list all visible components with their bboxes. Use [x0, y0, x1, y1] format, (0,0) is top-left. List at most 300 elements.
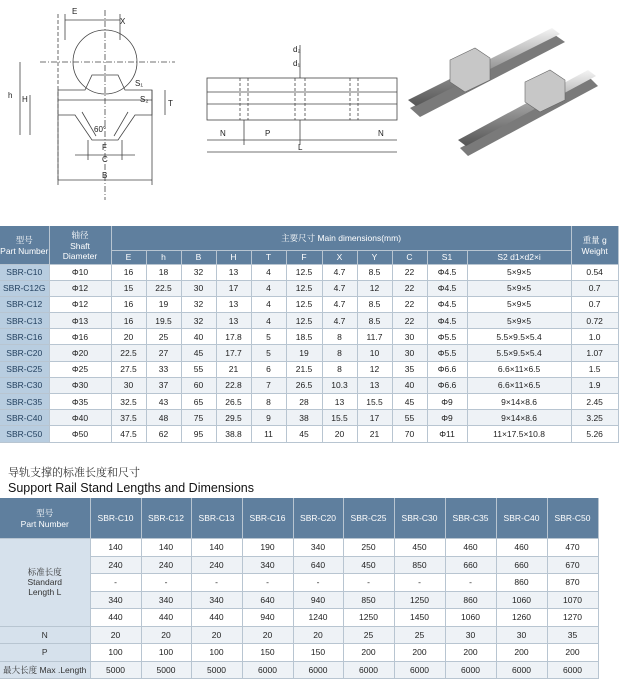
table-cell: 340 — [90, 591, 141, 609]
standard-length-label-en: Length L — [28, 587, 62, 598]
table-cell: 460 — [445, 539, 496, 557]
table-cell: 100 — [191, 644, 242, 662]
table-cell: 19.5 — [146, 313, 181, 329]
table-cell: 19 — [286, 345, 322, 361]
table-cell: 1060 — [445, 609, 496, 627]
table-cell: 18.5 — [286, 329, 322, 345]
table-cell: 240 — [191, 556, 242, 574]
table-cell: 470 — [547, 539, 598, 557]
table-cell: 11.7 — [357, 329, 392, 345]
part-number-cell: SBR-C13 — [0, 313, 49, 329]
table-cell: 17.7 — [216, 345, 251, 361]
table-cell: 340 — [141, 591, 191, 609]
part-header-cn: 型号 — [15, 234, 33, 245]
table-cell: 16 — [111, 313, 146, 329]
part-number-header — [0, 498, 90, 539]
table-cell: 43 — [146, 394, 181, 410]
table-cell: 5×9×5 — [467, 296, 571, 312]
table-cell: 40 — [392, 377, 427, 393]
dimension-column-header: S1 — [427, 250, 467, 264]
part-header-en: Part Number — [20, 519, 69, 529]
main-dimensions-header: 主要尺寸 Main dimensions(mm) — [111, 226, 571, 250]
table-cell: 12.5 — [286, 264, 322, 280]
table-cell: 35 — [392, 361, 427, 377]
table-cell: 26.5 — [286, 377, 322, 393]
table-cell: 8 — [322, 361, 357, 377]
table-cell: 340 — [242, 556, 293, 574]
table-cell: 13 — [357, 377, 392, 393]
table-cell: 60 — [181, 377, 216, 393]
table-cell: 1070 — [547, 591, 598, 609]
table-cell: 6000 — [293, 661, 343, 679]
table-cell: 30 — [496, 626, 547, 644]
table-row — [0, 296, 618, 312]
dimension-column-header: h — [146, 250, 181, 264]
dim-label: H — [22, 95, 28, 104]
table-cell: 5000 — [90, 661, 141, 679]
shaft-header-en: Diameter — [62, 250, 98, 261]
table-cell: 8.5 — [357, 264, 392, 280]
table-cell: 30 — [392, 345, 427, 361]
table-cell: Φ11 — [427, 426, 467, 442]
part-column-header: SBR-C35 — [445, 498, 496, 539]
table-cell: 95 — [181, 426, 216, 442]
table-cell: 240 — [141, 556, 191, 574]
table-cell: 18 — [146, 264, 181, 280]
table-cell: 340 — [191, 591, 242, 609]
table-cell: 5000 — [191, 661, 242, 679]
table-cell: 2.45 — [571, 394, 618, 410]
dim-label: d₁ — [293, 59, 301, 68]
table-cell: 450 — [394, 539, 445, 557]
part-number-cell: SBR-C50 — [0, 426, 49, 442]
table-cell: 940 — [242, 609, 293, 627]
section-title-en: Support Rail Stand Lengths and Dimensions — [8, 481, 254, 495]
table-cell: 13 — [216, 296, 251, 312]
table-cell: 860 — [496, 574, 547, 592]
table-row — [0, 539, 598, 557]
table-row — [0, 644, 598, 662]
table-row — [0, 591, 598, 609]
table-cell: 1060 — [496, 591, 547, 609]
table-cell: 200 — [445, 644, 496, 662]
table-cell: 33 — [146, 361, 181, 377]
table-cell: 65 — [181, 394, 216, 410]
table-row — [0, 280, 618, 296]
part-column-header: SBR-C20 — [293, 498, 343, 539]
part-column-header: SBR-C30 — [394, 498, 445, 539]
table-cell: 0.54 — [571, 264, 618, 280]
table-cell: 0.7 — [571, 280, 618, 296]
table-cell: Φ13 — [49, 313, 111, 329]
table-cell: 22.5 — [146, 280, 181, 296]
table-cell: 340 — [293, 539, 343, 557]
table-cell: Φ35 — [49, 394, 111, 410]
dim-label: N — [220, 129, 226, 138]
table-cell: 440 — [191, 609, 242, 627]
part-number-cell: SBR-C16 — [0, 329, 49, 345]
table-cell: 37.5 — [111, 410, 146, 426]
table-cell: 250 — [343, 539, 394, 557]
dim-label: S₂ — [140, 95, 149, 104]
table-cell: 22.8 — [216, 377, 251, 393]
table-cell: 35 — [547, 626, 598, 644]
table-cell: 17.8 — [216, 329, 251, 345]
table-cell: 4.7 — [322, 264, 357, 280]
table-row — [0, 426, 618, 442]
dim-label: S₁ — [135, 79, 144, 88]
table-cell: 26.5 — [216, 394, 251, 410]
table-cell: 12.5 — [286, 280, 322, 296]
table-cell: 660 — [445, 556, 496, 574]
table-cell: 450 — [343, 556, 394, 574]
table-cell: 150 — [293, 644, 343, 662]
table-cell: Φ16 — [49, 329, 111, 345]
table-cell: 4.7 — [322, 296, 357, 312]
table-row — [0, 626, 598, 644]
table-cell: 1260 — [496, 609, 547, 627]
table-cell: 29.5 — [216, 410, 251, 426]
part-number-cell: SBR-C12 — [0, 296, 49, 312]
table-cell: 10 — [357, 345, 392, 361]
table-cell: 5000 — [141, 661, 191, 679]
table-cell: 640 — [242, 591, 293, 609]
dim-label: h — [8, 91, 13, 100]
shaft-header-cn: 轴径 — [71, 229, 89, 240]
table-cell: 40 — [181, 329, 216, 345]
table-cell: 20 — [293, 626, 343, 644]
weight-header — [571, 226, 618, 264]
part-number-cell: SBR-C40 — [0, 410, 49, 426]
dimension-column-header: X — [322, 250, 357, 264]
table-cell: 5 — [251, 329, 286, 345]
table-cell: 16 — [111, 296, 146, 312]
table-cell: 8.5 — [357, 296, 392, 312]
table-cell: 660 — [496, 556, 547, 574]
part-number-cell: SBR-C30 — [0, 377, 49, 393]
table-cell: - — [191, 574, 242, 592]
table-cell: 140 — [191, 539, 242, 557]
table-cell: 100 — [141, 644, 191, 662]
table-cell: 5 — [251, 345, 286, 361]
table-cell: 22 — [392, 296, 427, 312]
table-row — [0, 345, 618, 361]
table-cell: 20 — [322, 426, 357, 442]
table-cell: 45 — [392, 394, 427, 410]
table-cell: 30 — [445, 626, 496, 644]
table-cell: 37 — [146, 377, 181, 393]
table-cell: 30 — [392, 329, 427, 345]
table-cell: 32.5 — [111, 394, 146, 410]
part-number-cell: SBR-C35 — [0, 394, 49, 410]
p-row-label: P — [0, 644, 90, 662]
table-cell: 15 — [111, 280, 146, 296]
table-row — [0, 661, 598, 679]
part-column-header: SBR-C12 — [141, 498, 191, 539]
table-cell: 25 — [343, 626, 394, 644]
table-row — [0, 410, 618, 426]
dim-label: L — [298, 143, 303, 152]
table-cell: 22.5 — [111, 345, 146, 361]
table-cell: 4 — [251, 264, 286, 280]
table-cell: 19 — [146, 296, 181, 312]
table-cell: 200 — [394, 644, 445, 662]
dim-label: T — [168, 99, 173, 108]
table-cell: 47.5 — [111, 426, 146, 442]
table-cell: 940 — [293, 591, 343, 609]
table-cell: 200 — [496, 644, 547, 662]
max-length-label: 最大长度 Max .Length — [0, 661, 90, 679]
table-cell: 20 — [90, 626, 141, 644]
table-cell: 440 — [90, 609, 141, 627]
table-cell: Φ4.5 — [427, 296, 467, 312]
table-cell: Φ9 — [427, 410, 467, 426]
table-cell: 22 — [392, 313, 427, 329]
part-column-header: SBR-C40 — [496, 498, 547, 539]
dim-label: E — [72, 7, 78, 16]
table-cell: 3.25 — [571, 410, 618, 426]
table-cell: 8.5 — [357, 313, 392, 329]
table-row — [0, 394, 618, 410]
table-cell: 4 — [251, 296, 286, 312]
table-cell: 11 — [251, 426, 286, 442]
table-cell: 13 — [322, 394, 357, 410]
table-cell: Φ20 — [49, 345, 111, 361]
table-cell: 6000 — [394, 661, 445, 679]
table-cell: 4.7 — [322, 313, 357, 329]
section-title-cn: 导轨支撑的标准长度和尺寸 — [8, 467, 140, 479]
table-cell: 0.72 — [571, 313, 618, 329]
standard-length-label-en: Standard — [27, 577, 62, 588]
weight-header-cn: 重量 g — [582, 234, 607, 245]
table-cell: 240 — [90, 556, 141, 574]
table-cell: 15.5 — [322, 410, 357, 426]
table-cell: 850 — [343, 591, 394, 609]
technical-drawings — [0, 0, 598, 222]
table-cell: - — [293, 574, 343, 592]
table-cell: 1.5 — [571, 361, 618, 377]
dimension-column-header: Y — [357, 250, 392, 264]
table-cell: 32 — [181, 313, 216, 329]
table-cell: 21 — [216, 361, 251, 377]
part-column-header: SBR-C25 — [343, 498, 394, 539]
table-cell: 45 — [286, 426, 322, 442]
support-rail-length-table — [0, 498, 599, 679]
table-cell: 20 — [111, 329, 146, 345]
table-cell: 4.7 — [322, 280, 357, 296]
table-cell: Φ5.5 — [427, 329, 467, 345]
table-cell: 13 — [216, 264, 251, 280]
table-cell: Φ5.5 — [427, 345, 467, 361]
table-cell: 4 — [251, 313, 286, 329]
table-cell: 200 — [343, 644, 394, 662]
standard-length-label-cn: 标准长度 — [27, 567, 62, 578]
table-cell: 8 — [322, 329, 357, 345]
table-cell: 27.5 — [111, 361, 146, 377]
table-cell: 28 — [286, 394, 322, 410]
part-header-cn: 型号 — [36, 508, 54, 518]
table-cell: 12.5 — [286, 296, 322, 312]
table-cell: 12.5 — [286, 313, 322, 329]
table-cell: Φ12 — [49, 280, 111, 296]
table-cell: 38.8 — [216, 426, 251, 442]
table-cell: 1.9 — [571, 377, 618, 393]
side-view-drawing — [207, 45, 397, 152]
part-number-cell: SBR-C25 — [0, 361, 49, 377]
table-cell: - — [343, 574, 394, 592]
table-cell: 140 — [90, 539, 141, 557]
table-cell: 6000 — [496, 661, 547, 679]
table-cell: 10.3 — [322, 377, 357, 393]
table-cell: 9×14×8.6 — [467, 394, 571, 410]
dimension-column-header: S2 d1×d2×i — [467, 250, 571, 264]
table-cell: 5.26 — [571, 426, 618, 442]
table-cell: Φ30 — [49, 377, 111, 393]
table-row — [0, 609, 598, 627]
table-cell: 30 — [111, 377, 146, 393]
table-cell: 11×17.5×10.8 — [467, 426, 571, 442]
table-cell: - — [90, 574, 141, 592]
table-cell: 140 — [141, 539, 191, 557]
table-cell: 12 — [357, 280, 392, 296]
section-heading — [8, 464, 254, 495]
table-cell: 16 — [111, 264, 146, 280]
table-cell: 62 — [146, 426, 181, 442]
table-cell: 5.5×9.5×5.4 — [467, 329, 571, 345]
table-cell: Φ25 — [49, 361, 111, 377]
table-row — [0, 361, 618, 377]
table-cell: 9×14×8.6 — [467, 410, 571, 426]
table-cell: 48 — [146, 410, 181, 426]
table-cell: - — [141, 574, 191, 592]
table-cell: 22 — [392, 264, 427, 280]
table-cell: 440 — [141, 609, 191, 627]
table-cell: 640 — [293, 556, 343, 574]
table-cell: 5.5×9.5×5.4 — [467, 345, 571, 361]
table-cell: 5×9×5 — [467, 280, 571, 296]
table-cell: 20 — [242, 626, 293, 644]
table-cell: Φ6.6 — [427, 377, 467, 393]
table-cell: 20 — [191, 626, 242, 644]
table-cell: 1.07 — [571, 345, 618, 361]
dim-label: B — [102, 171, 108, 180]
table-cell: 460 — [496, 539, 547, 557]
front-view-drawing — [20, 10, 175, 200]
table-row — [0, 574, 598, 592]
dimension-column-header: C — [392, 250, 427, 264]
table-cell: 27 — [146, 345, 181, 361]
shaft-header-en: Shaft — [70, 240, 90, 251]
dim-label: C — [102, 155, 108, 164]
table-cell: Φ4.5 — [427, 264, 467, 280]
table-cell: - — [242, 574, 293, 592]
table-cell: 1270 — [547, 609, 598, 627]
table-cell: 1250 — [394, 591, 445, 609]
table-cell: 5×9×5 — [467, 313, 571, 329]
dimension-column-header: T — [251, 250, 286, 264]
dim-label: d₂ — [293, 45, 301, 54]
n-row-label: N — [0, 626, 90, 644]
part-header-en: Part Number — [0, 245, 49, 256]
dim-label: F — [102, 143, 107, 152]
table-cell: 75 — [181, 410, 216, 426]
table-cell: 13 — [216, 313, 251, 329]
table-cell: 8 — [322, 345, 357, 361]
table-row — [0, 377, 618, 393]
table-cell: 21 — [357, 426, 392, 442]
table-cell: 17 — [357, 410, 392, 426]
table-cell: 9 — [251, 410, 286, 426]
table-row — [0, 556, 598, 574]
table-cell: Φ40 — [49, 410, 111, 426]
dim-label: P — [265, 129, 271, 138]
standard-length-label — [0, 539, 90, 627]
part-number-cell: SBR-C20 — [0, 345, 49, 361]
table-cell: 860 — [445, 591, 496, 609]
table-cell: Φ12 — [49, 296, 111, 312]
table-cell: 190 — [242, 539, 293, 557]
table-cell: 200 — [547, 644, 598, 662]
table-cell: 45 — [181, 345, 216, 361]
main-dimensions-table — [0, 226, 619, 443]
table-cell: 1240 — [293, 609, 343, 627]
table-cell: 670 — [547, 556, 598, 574]
dim-label: 60° — [94, 125, 107, 134]
table-cell: 4 — [251, 280, 286, 296]
shaft-diameter-header — [49, 226, 111, 264]
part-number-header — [0, 226, 49, 264]
table-cell: 5×9×5 — [467, 264, 571, 280]
table-cell: Φ6.6 — [427, 361, 467, 377]
table-cell: 17 — [216, 280, 251, 296]
table-cell: Φ9 — [427, 394, 467, 410]
part-column-header: SBR-C10 — [90, 498, 141, 539]
table-cell: 21.5 — [286, 361, 322, 377]
table-cell: Φ50 — [49, 426, 111, 442]
table-cell: - — [394, 574, 445, 592]
part-number-cell: SBR-C10 — [0, 264, 49, 280]
dimension-column-header: E — [111, 250, 146, 264]
table-cell: 1450 — [394, 609, 445, 627]
table-cell: Φ4.5 — [427, 280, 467, 296]
table-cell: 6 — [251, 361, 286, 377]
dim-label: X — [120, 17, 126, 26]
table-cell: 6000 — [343, 661, 394, 679]
table-cell: 850 — [394, 556, 445, 574]
table-cell: Φ4.5 — [427, 313, 467, 329]
table-cell: 6.6×11×6.5 — [467, 361, 571, 377]
table-cell: 22 — [392, 280, 427, 296]
table-cell: 70 — [392, 426, 427, 442]
dimension-column-header: B — [181, 250, 216, 264]
table-cell: Φ10 — [49, 264, 111, 280]
table-cell: 6000 — [242, 661, 293, 679]
rail-product-illustration — [408, 28, 598, 156]
table-row — [0, 264, 618, 280]
table-cell: 6000 — [445, 661, 496, 679]
table-cell: 25 — [394, 626, 445, 644]
part-column-header: SBR-C13 — [191, 498, 242, 539]
table-cell: 6000 — [547, 661, 598, 679]
table-cell: 150 — [242, 644, 293, 662]
dimension-column-header: F — [286, 250, 322, 264]
table-cell: 8 — [251, 394, 286, 410]
part-column-header: SBR-C50 — [547, 498, 598, 539]
weight-header-en: Weight — [581, 245, 608, 256]
table-cell: 32 — [181, 296, 216, 312]
part-number-cell: SBR-C12G — [0, 280, 49, 296]
table-row — [0, 313, 618, 329]
